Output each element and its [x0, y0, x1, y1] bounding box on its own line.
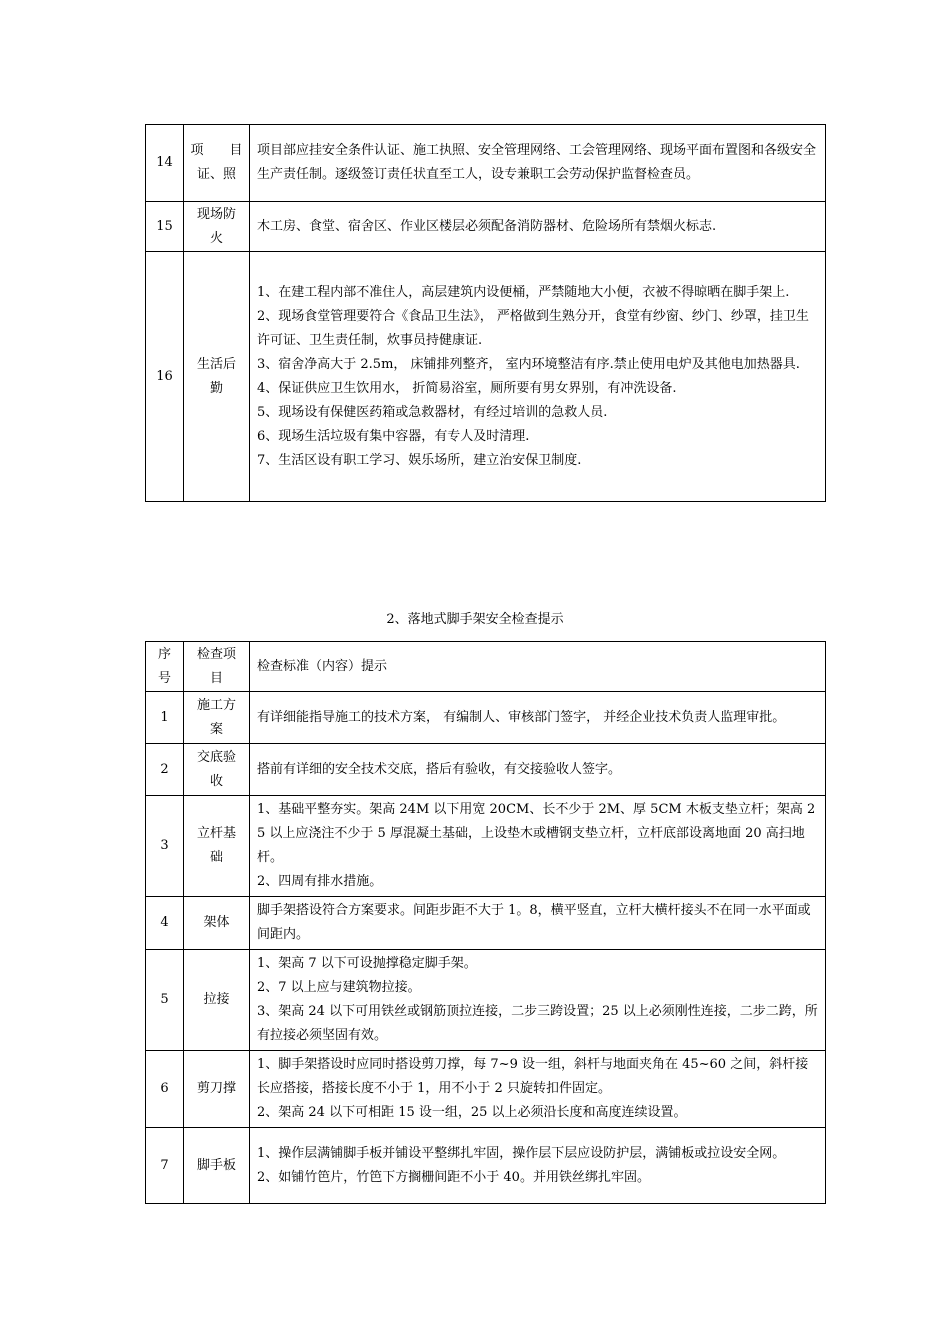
check-item-line1: 脚手板: [196, 1157, 236, 1173]
table-row: [146, 950, 826, 1051]
check-item-line2: 证、照: [196, 167, 236, 182]
content-line: 2、四周有排水措施。: [257, 874, 383, 889]
check-item: [184, 744, 250, 796]
check-item-line1: 架体: [203, 915, 230, 930]
header-item-line1: 检查项: [196, 646, 236, 662]
content-line: 2、架高 24 以下可相距 15 设一组，25 以上必须沿长度和高度连续设置。: [257, 1105, 687, 1120]
content-line: 3、架高 24 以下可用铁丝或钢筋顶拉连接，二步三跨设置；25 以上必须刚性连接，二步二跨，所有拉接必须坚固有效。: [257, 1004, 818, 1043]
row-number: 2: [146, 744, 184, 796]
check-content: [250, 692, 826, 744]
content-line: 项目部应挂安全条件认证、施工执照、安全管理网络、工会管理网络、现场平面布置图和各级安全生产责任制。逐级签订责任状直至工人，设专兼职工会劳动保护监督检查员。: [257, 143, 817, 182]
header-number: [146, 642, 184, 692]
table-row: [146, 252, 826, 502]
content-line: 1、架高 7 以下可设抛撑稳定脚手架。: [257, 956, 477, 971]
check-item: [184, 1051, 250, 1128]
content-line: 1、基础平整夯实。架高 24M 以下用宽 20CM、长不少于 2M、厚 5CM 木板支垫立杆；架高 25 以上应浇注不少于 5 厚混凝土基础，上设垫木或槽钢支垫立杆，立杆底部设离地面 20 高扫地杆。: [257, 802, 816, 865]
row-number: 3: [146, 796, 184, 897]
check-item: [184, 125, 250, 202]
content-line: 有详细能指导施工的技术方案， 有编制人、审核部门签字， 并经企业技术负责人监理审批。: [257, 709, 786, 725]
check-item: [184, 897, 250, 950]
row-number: 6: [146, 1051, 184, 1128]
check-item-line1: 现场防: [196, 206, 236, 222]
header-item: [184, 642, 250, 692]
check-item-line2: 收: [209, 773, 223, 789]
check-item-line2: 础: [209, 850, 223, 865]
check-item-line1: 交底验: [196, 749, 236, 765]
check-content: [250, 897, 826, 950]
check-content: [250, 744, 826, 796]
check-item-line2: 案: [209, 721, 223, 737]
table-row: [146, 796, 826, 897]
check-content: [250, 252, 826, 502]
row-number: 7: [146, 1128, 184, 1204]
check-item: [184, 796, 250, 897]
row-number: 14: [146, 125, 184, 202]
content-line: 1、操作层满铺脚手板并铺设平整绑扎牢固，操作层下层应设防护层，满铺板或拉设安全网。: [257, 1145, 786, 1161]
content-line: 脚手架搭设符合方案要求。间距步距不大于 1。8，横平竖直，立杆大横杆接头不在同一水平面或间距内。: [257, 903, 811, 942]
check-item: [184, 692, 250, 744]
check-item-line2: 勤: [209, 380, 223, 396]
check-content: [250, 202, 826, 252]
table-row: [146, 1051, 826, 1128]
content-line: 1、脚手架搭设时应同时搭设剪刀撑，每 7~9 设一组，斜杆与地面夹角在 45~60 之间，斜杆接长应搭接，搭接长度不小于 1，用不小于 2 只旋转扣件固定。: [257, 1057, 809, 1096]
section-title: 2、落地式脚手架安全检查提示: [386, 612, 564, 627]
content-line: 5、现场设有保健医药箱或急救器材，有经过培训的急救人员.: [257, 404, 608, 420]
check-item-line1: 拉接: [203, 992, 230, 1007]
check-content: [250, 796, 826, 897]
content-line: 2、7 以上应与建筑物拉接。: [257, 980, 421, 995]
check-item-line2: 火: [209, 230, 223, 246]
check-content: [250, 950, 826, 1051]
row-number: 5: [146, 950, 184, 1051]
scaffold-check-table: [145, 641, 826, 1204]
table-row: [146, 744, 826, 796]
check-item: [184, 950, 250, 1051]
check-item-line1: 项 目: [190, 143, 243, 158]
content-line: 3、宿舍净高大于 2.5m， 床铺排列整齐， 室内环境整洁有序.禁止使用电炉及其他电加热器具.: [257, 356, 800, 372]
header-number-line1: 序: [157, 646, 171, 662]
content-line: 搭前有详细的安全技术交底，搭后有验收，有交接验收人签字。: [257, 761, 622, 777]
check-content: [250, 1128, 826, 1204]
header-content: 检查标准（内容）提示: [250, 642, 826, 692]
check-item-line1: 生活后: [196, 356, 236, 372]
check-item-line1: 施工方: [196, 697, 236, 713]
table-row: [146, 202, 826, 252]
table-row: [146, 897, 826, 950]
row-number: 1: [146, 692, 184, 744]
table-continued: [145, 124, 826, 502]
check-item-line1: 剪刀撑: [196, 1081, 236, 1096]
header-number-line2: 号: [157, 670, 171, 686]
content-line: 2、如铺竹笆片，竹笆下方搁栅间距不小于 40。并用铁丝绑扎牢固。: [257, 1169, 650, 1185]
content-line: 1、在建工程内部不准住人，高层建筑内设便桶，严禁随地大小便，衣被不得晾晒在脚手架上.: [257, 284, 790, 300]
check-item: [184, 1128, 250, 1204]
content-line: 6、现场生活垃圾有集中容器，有专人及时清理.: [257, 428, 530, 444]
row-number: 4: [146, 897, 184, 950]
content-line: 木工房、食堂、宿舍区、作业区楼层必须配备消防器材、危险场所有禁烟火标志.: [257, 218, 717, 234]
row-number: 15: [146, 202, 184, 252]
table-row: [146, 125, 826, 202]
check-item: [184, 202, 250, 252]
check-content: [250, 1051, 826, 1128]
table-row: [146, 1128, 826, 1204]
content-line: 2、现场食堂管理要符合《食品卫生法》， 严格做到生熟分开，食堂有纱窗、纱门、纱罩，挂卫生许可证、卫生责任制，炊事员持健康证.: [257, 308, 809, 348]
check-item-line1: 立杆基: [196, 826, 236, 841]
content-line: 4、保证供应卫生饮用水， 折简易浴室，厕所要有男女界别，有冲洗设备.: [257, 380, 677, 396]
row-number: 16: [146, 252, 184, 502]
table-header-row: [146, 642, 826, 692]
header-item-line2: 目: [209, 670, 223, 686]
check-content: [250, 125, 826, 202]
content-line: 7、生活区设有职工学习、娱乐场所，建立治安保卫制度.: [257, 452, 582, 468]
table-row: [146, 692, 826, 744]
check-item: [184, 252, 250, 502]
